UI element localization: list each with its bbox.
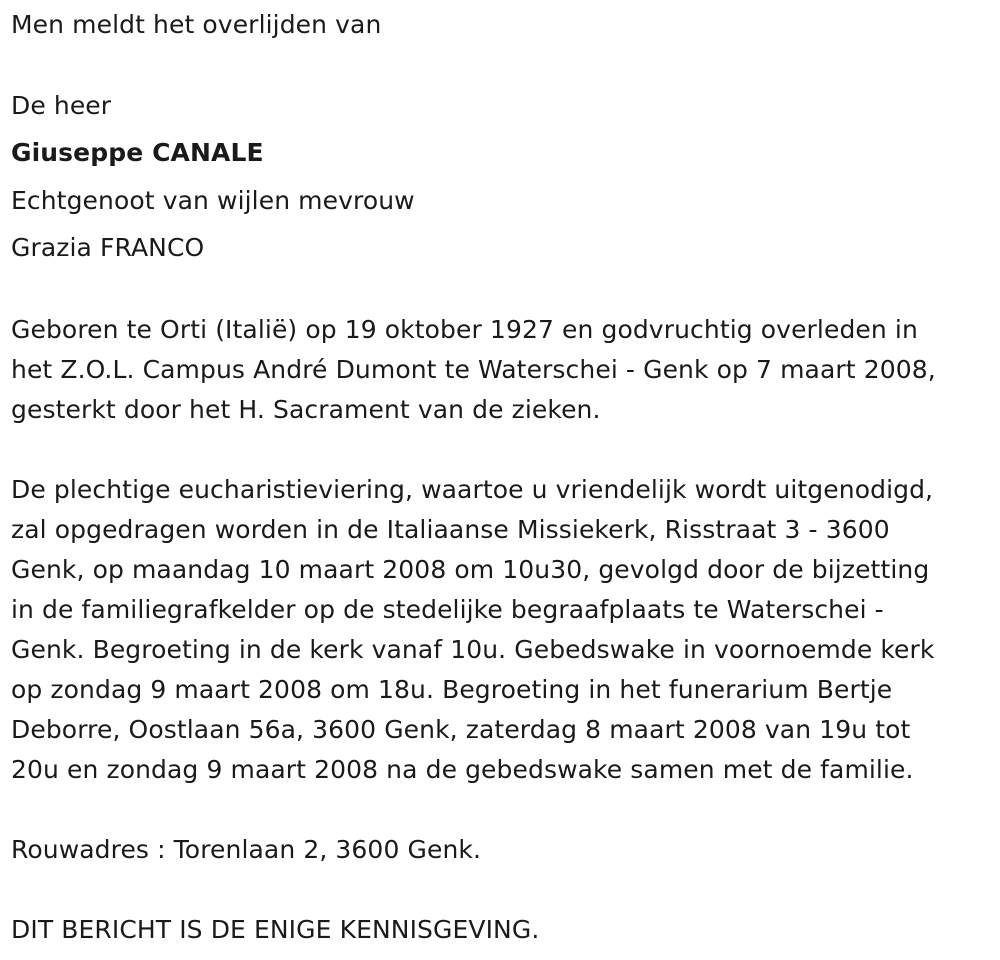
birth-paragraph [11,310,936,430]
mourning-address: Rouwadres : Torenlaan 2, 3600 Genk. [11,835,482,864]
ceremony-paragraph [11,470,935,790]
intro-text: Men meldt het overlijden van [11,10,382,39]
salutation: De heer [11,91,112,120]
paragraph-line: Genk, op maandag 10 maart 2008 om 10u30, gevolgd door de bijzetting [11,555,930,584]
paragraph-line: zal opgedragen worden in de Italiaanse Missiekerk, Risstraat 3 - 3600 [11,515,890,544]
paragraph-line: Geboren te Orti (Italië) op 19 oktober 1927 en godvruchtig overleden in [11,315,918,344]
spouse-name: Grazia FRANCO [11,233,205,262]
paragraph-line: het Z.O.L. Campus André Dumont te Waterschei - Genk op 7 maart 2008, [11,355,936,384]
deceased-name: Giuseppe CANALE [11,138,264,167]
paragraph-line: Deborre, Oostlaan 56a, 3600 Genk, zaterdag 8 maart 2008 van 19u tot [11,715,911,744]
paragraph-line: 20u en zondag 9 maart 2008 na de gebedswake samen met de familie. [11,755,914,784]
paragraph-line: gesterkt door het H. Sacrament van de zieken. [11,395,601,424]
paragraph-line: op zondag 9 maart 2008 om 18u. Begroeting in het funerarium Bertje [11,675,893,704]
spouse-label: Echtgenoot van wijlen mevrouw [11,186,415,215]
paragraph-line: in de familiegrafkelder op de stedelijke begraafplaats te Waterschei - [11,595,884,624]
paragraph-line: De plechtige eucharistieviering, waartoe u vriendelijk wordt uitgenodigd, [11,475,934,504]
paragraph-line: Genk. Begroeting in de kerk vanaf 10u. Gebedswake in voornoemde kerk [11,635,935,664]
notice-text: DIT BERICHT IS DE ENIGE KENNISGEVING. [11,915,540,944]
